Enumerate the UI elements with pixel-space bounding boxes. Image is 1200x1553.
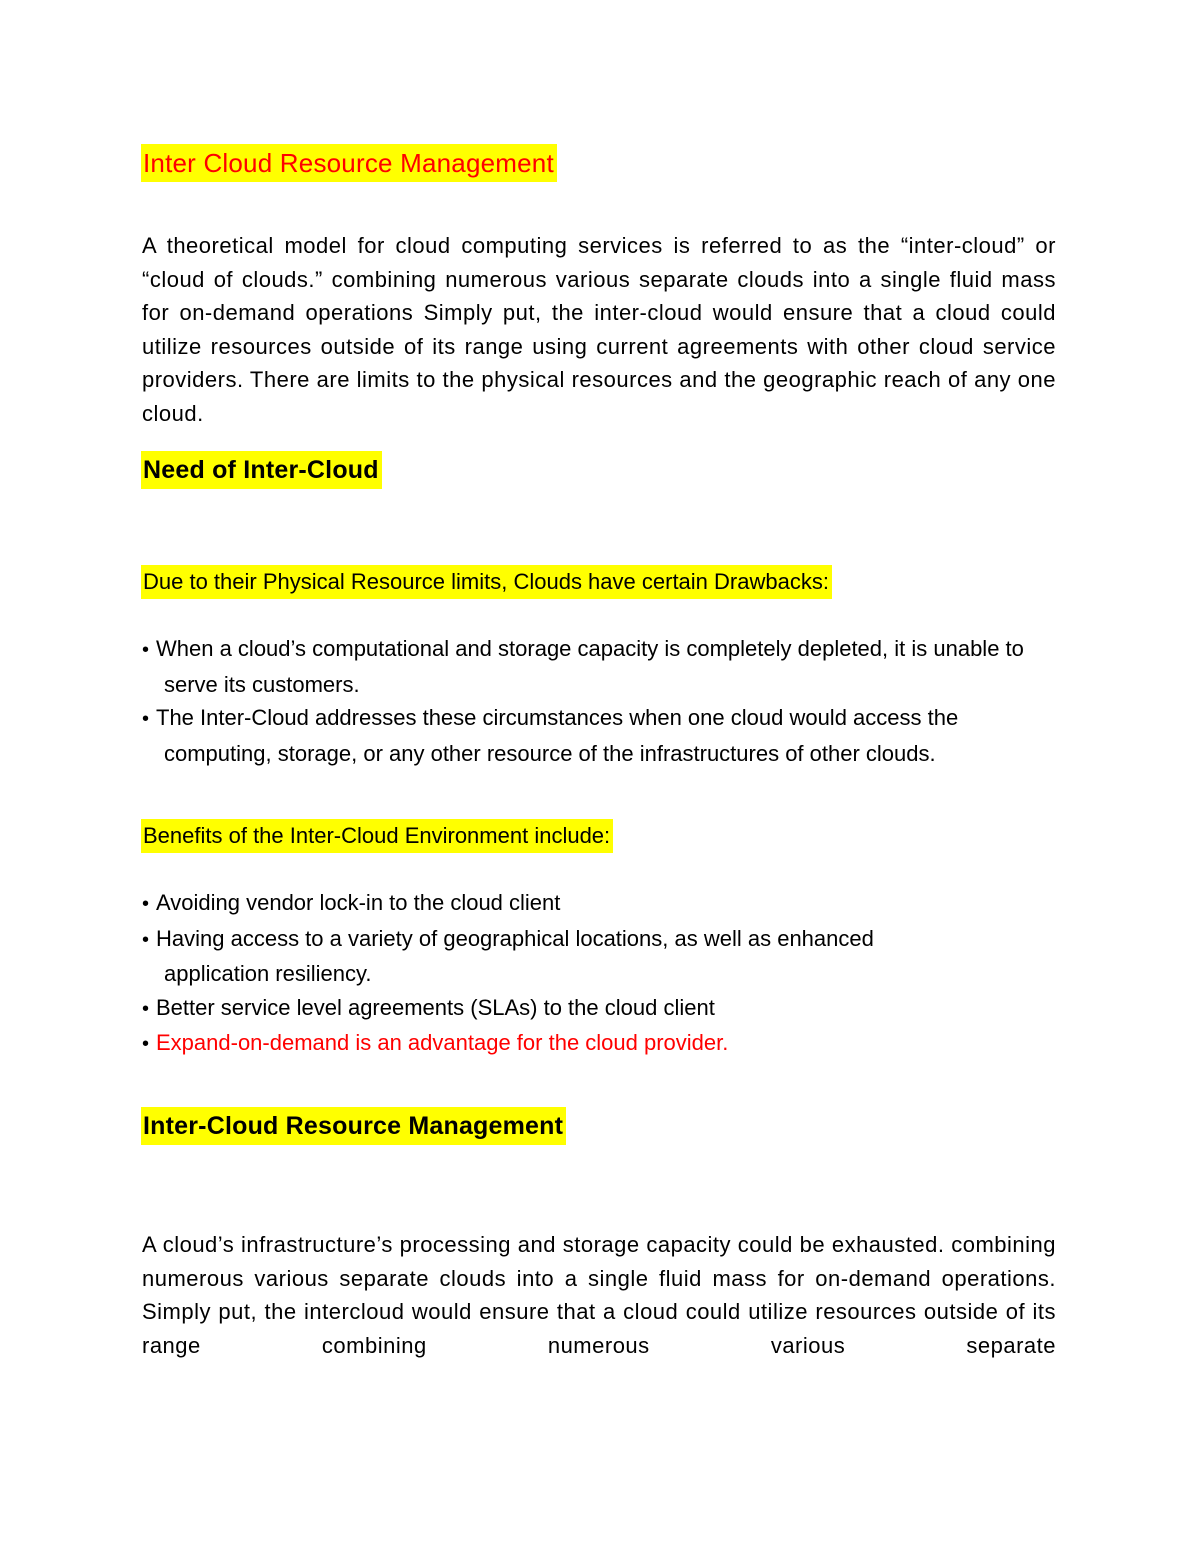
list-item [128,991,1068,1027]
list-item [128,701,1068,770]
resource-management-paragraph: A cloud’s infrastructure’s processing and storage capacity could be exhausted. combining numerous various separate clouds into a single fluid mass for on-demand operations. Simply put, the intercloud would ensure that a cloud could utilize resources outside of its range combining numerous various separate [142,1232,1056,1358]
bullet-icon: • [142,997,150,1020]
list-item-text: Avoiding vendor lock-in to the cloud client [156,890,561,915]
section-heading-inter-cloud-resource-management-2: Inter-Cloud Resource Management [141,1107,566,1145]
benefits-subheading: Benefits of the Inter-Cloud Environment include: [141,819,613,853]
section-heading-need-of-inter-cloud: Need of Inter-Cloud [141,451,382,489]
benefits-list [128,886,1068,1062]
bullet-icon: • [142,1033,150,1055]
list-item-text: The Inter-Cloud addresses these circumstances when one cloud would access the computing, storage, or any other resource of the infrastructures of other clouds. [156,705,959,766]
bullet-icon: • [142,893,150,915]
list-item [128,1026,1068,1062]
bullet-icon: • [142,639,150,661]
list-item [128,886,1068,922]
list-item-text: When a cloud’s computational and storage capacity is completely depleted, it is unable to serve its customers. [156,636,1024,697]
list-item [128,922,1068,991]
bullet-icon: • [142,928,150,951]
intro-paragraph: A theoretical model for cloud computing services is referred to as the “inter-cloud” or “cloud of clouds.” combining numerous various separate clouds into a single fluid mass for on-demand operations Simply put, the inter-cloud would ensure that a cloud could utilize resources outside of its range using current agreements with other cloud service providers. There are limits to the physical resources and the geographic reach of any one cloud. [142,233,1056,426]
drawbacks-list [128,632,1068,770]
list-item [128,632,1068,701]
drawbacks-subheading: Due to their Physical Resource limits, Clouds have certain Drawbacks: [141,565,832,599]
list-item-text: Better service level agreements (SLAs) to the cloud client [156,994,715,1020]
list-item-text: Expand-on-demand is an advantage for the cloud provider. [156,1030,729,1055]
section-heading-inter-cloud-resource-management: Inter Cloud Resource Management [141,144,557,182]
list-item-text: Having access to a variety of geographical locations, as well as enhanced application resiliency. [156,925,874,986]
bullet-icon: • [142,708,150,730]
